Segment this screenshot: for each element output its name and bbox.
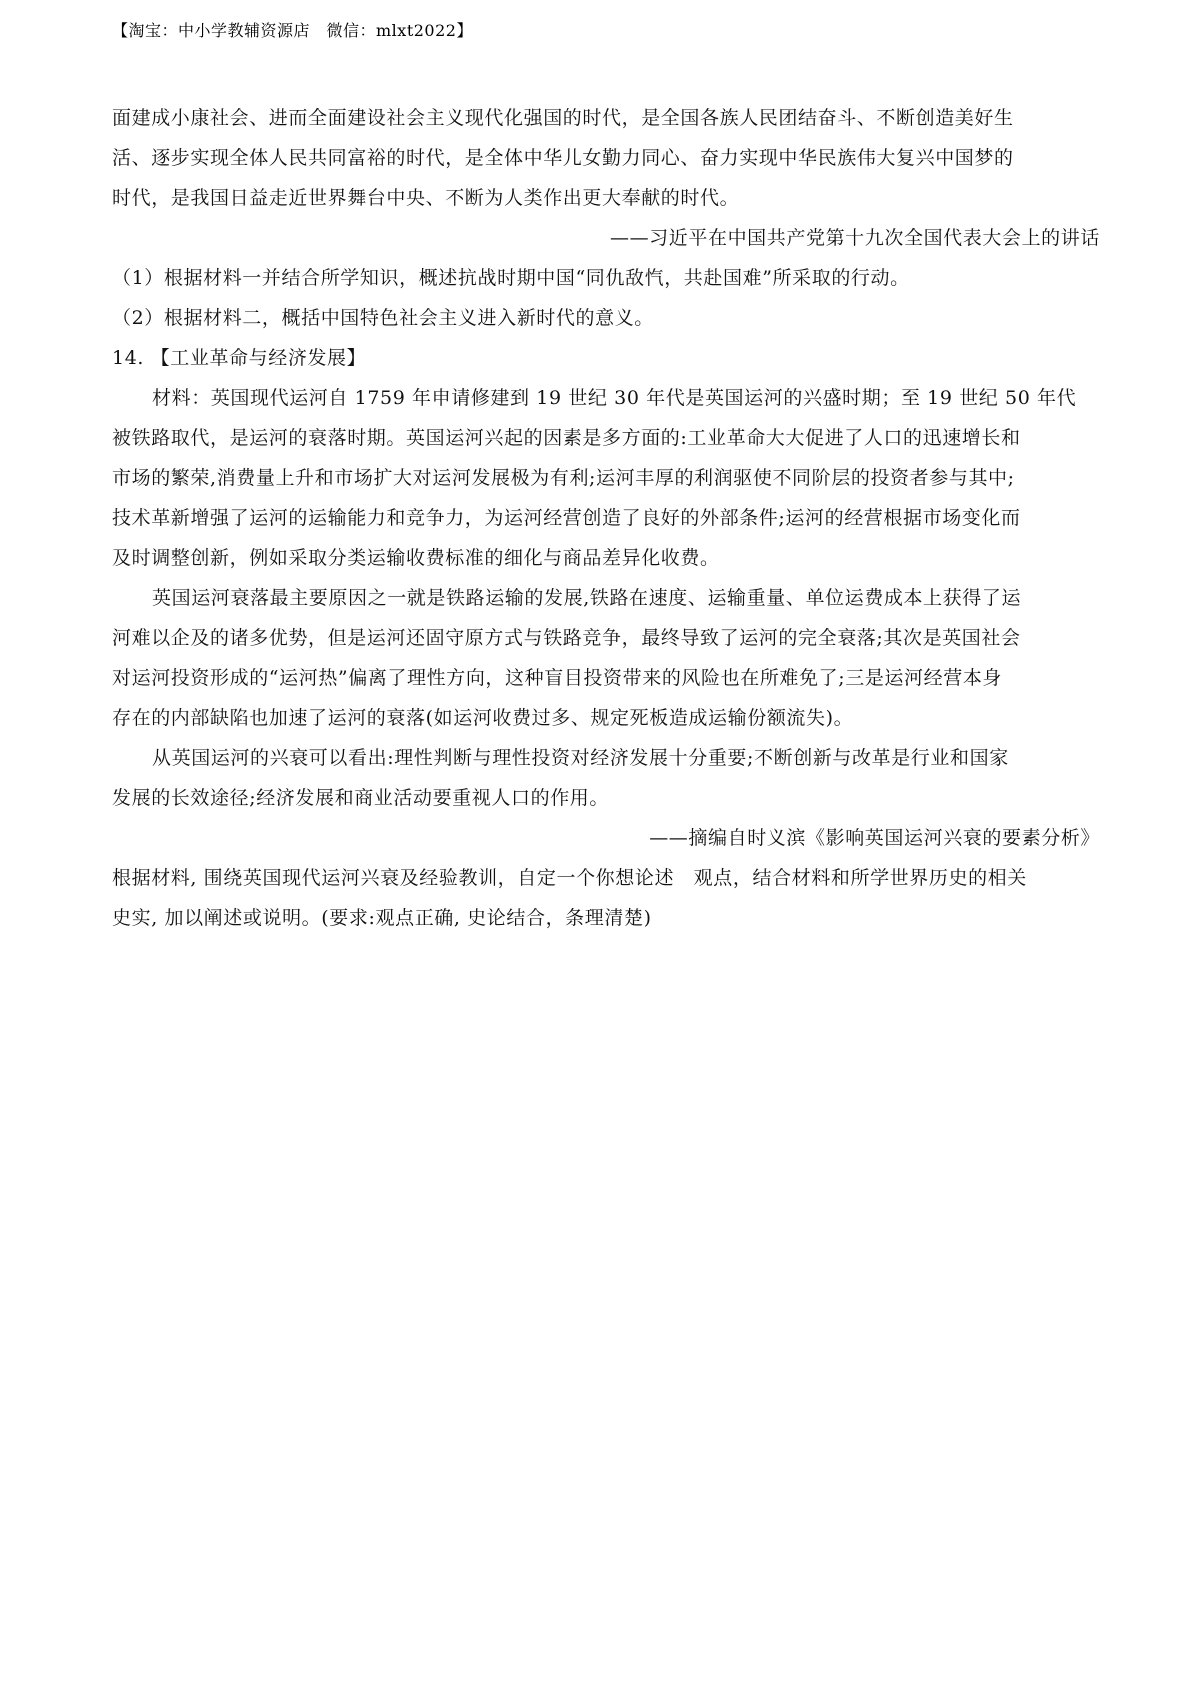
- q14-title: 14. 【工业革命与经济发展】: [112, 347, 367, 369]
- q14-para3-line-2: 发展的长效途径;经济发展和商业活动要重视人口的作用。: [112, 787, 610, 809]
- material2-source: ——习近平在中国共产党第十九次全国代表大会上的讲话: [609, 227, 1100, 249]
- document-body: [112, 98, 1100, 938]
- q14-source: ——摘编自时义滨《影响英国运河兴衰的要素分析》: [649, 827, 1100, 849]
- page-header: 【淘宝：中小学教辅资源店 微信：mlxt2022】: [112, 21, 473, 40]
- q13-subquestion-1: （1）根据材料一并结合所学知识，概述抗战时期中国“同仇敌忾，共赴国难”所采取的行动。: [112, 267, 910, 289]
- material2-line-3: 时代，是我国日益走近世界舞台中央、不断为人类作出更大奉献的时代。: [112, 187, 740, 209]
- q14-para1-line-3: 市场的繁荣,消费量上升和市场扩大对运河发展极为有利;运河丰厚的利润驱使不同阶层的投资者参与其中;: [112, 467, 1015, 489]
- q14-para1-line-4: 技术革新增强了运河的运输能力和竞争力，为运河经营创造了良好的外部条件;运河的经营根据市场变化而: [112, 507, 1021, 529]
- material2-line-2: 活、逐步实现全体人民共同富裕的时代，是全体中华儿女勤力同心、奋力实现中华民族伟大复兴中国梦的: [112, 147, 1014, 169]
- q13-subquestion-2: （2）根据材料二，概括中国特色社会主义进入新时代的意义。: [112, 307, 654, 329]
- q14-question-line-2: 史实, 加以阐述或说明。(要求:观点正确, 史论结合，条理清楚): [112, 907, 652, 929]
- q14-para3-line-1: 从英国运河的兴衰可以看出:理性判断与理性投资对经济发展十分重要;不断创新与改革是行业和国家: [152, 747, 1009, 769]
- q14-para2-line-4: 存在的内部缺陷也加速了运河的衰落(如运河收费过多、规定死板造成运输份额流失)。: [112, 707, 854, 729]
- q14-para2-line-1: 英国运河衰落最主要原因之一就是铁路运输的发展,铁路在速度、运输重量、单位运费成本上获得了运: [152, 587, 1022, 609]
- q14-para1-line-2: 被铁路取代，是运河的衰落时期。英国运河兴起的因素是多方面的:工业革命大大促进了人口的迅速增长和: [112, 427, 1021, 449]
- q14-para2-line-2: 河难以企及的诸多优势，但是运河还固守原方式与铁路竞争，最终导致了运河的完全衰落;其次是英国社会: [112, 627, 1021, 649]
- q14-para1-line-1: 材料：英国现代运河自 1759 年申请修建到 19 世纪 30 年代是英国运河的兴盛时期；至 19 世纪 50 年代: [152, 387, 1077, 409]
- q14-question-line-1: 根据材料, 围绕英国现代运河兴衰及经验教训，自定一个你想论述 观点，结合材料和所学世界历史的相关: [112, 867, 1027, 889]
- q14-para2-line-3: 对运河投资形成的“运河热”偏离了理性方向，这种盲目投资带来的风险也在所难免了;三是运河经营本身: [112, 667, 1003, 689]
- material2-line-1: 面建成小康社会、进而全面建设社会主义现代化强国的时代，是全国各族人民团结奋斗、不断创造美好生: [112, 107, 1014, 129]
- q14-para1-line-5: 及时调整创新，例如采取分类运输收费标准的细化与商品差异化收费。: [112, 547, 720, 569]
